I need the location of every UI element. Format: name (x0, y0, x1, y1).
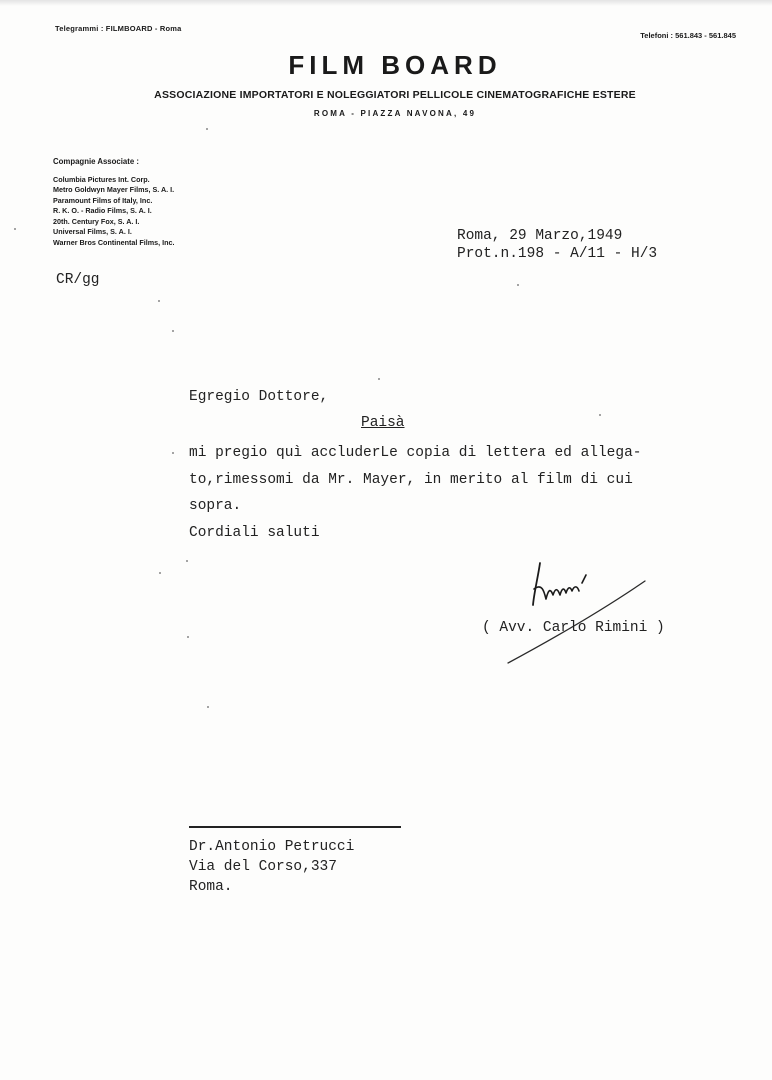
association-name: ASSOCIAZIONE IMPORTATORI E NOLEGGIATORI PELLICOLE CINEMATOGRAFICHE ESTERE (154, 89, 636, 101)
letter-date: Roma, 29 Marzo,1949 (457, 228, 623, 244)
paper-speck (206, 128, 208, 130)
paper-speck (599, 414, 601, 416)
paper-speck (158, 300, 160, 302)
company-item: R. K. O. - Radio Films, S. A. I. (53, 206, 152, 215)
company-item: Columbia Pictures Int. Corp. (53, 174, 150, 184)
closing: Cordiali saluti (189, 525, 320, 541)
page-top-edge (0, 0, 772, 6)
protocol-number: Prot.n.198 - A/11 - H/3 (457, 246, 658, 262)
recipient-city: Roma. (189, 879, 233, 895)
letter-subject: Paisà (361, 415, 405, 431)
recipient-street: Via del Corso,337 (189, 859, 337, 875)
company-item: Universal Films, S. A. I. (53, 227, 132, 236)
address-divider (189, 826, 401, 828)
paper-speck (207, 706, 209, 708)
salutation: Egregio Dottore, (189, 389, 329, 405)
body-line: mi pregio quì accluderLe copia di lettera ed allega- (189, 445, 642, 461)
paper-speck (187, 636, 189, 638)
handwritten-signature (500, 555, 660, 675)
telegram-address: Telegrammi : FILMBOARD - Roma (55, 24, 182, 33)
signer-name: ( Avv. Carlo Rimini ) (482, 620, 665, 636)
paper-speck (172, 330, 174, 332)
body-line: sopra. (189, 498, 242, 514)
paper-speck (159, 572, 161, 574)
paper-speck (172, 452, 174, 454)
telephone-numbers: Telefoni : 561.843 - 561.845 (640, 31, 736, 40)
company-item: Metro Goldwyn Mayer Films, S. A. I. (53, 185, 175, 194)
company-item: Paramount Films of Italy, Inc. (53, 195, 153, 205)
letterhead-brand: FILM BOARD (288, 50, 502, 80)
companies-heading: Compagnie Associate : (53, 157, 139, 166)
paper-speck (517, 284, 519, 286)
letter-body (189, 440, 641, 520)
associated-companies (53, 157, 175, 248)
company-item: Warner Bros Continental Films, Inc. (53, 237, 175, 247)
reference-initials: CR/gg (56, 272, 100, 288)
paper-speck (186, 560, 188, 562)
body-line: to,rimessomi da Mr. Mayer, in merito al film di cui (189, 471, 633, 488)
paper-speck (378, 378, 380, 380)
letterhead-address: ROMA - PIAZZA NAVONA, 49 (313, 109, 477, 118)
paper-speck (14, 228, 16, 230)
recipient-name: Dr.Antonio Petrucci (189, 839, 355, 855)
company-item: 20th. Century Fox, S. A. I. (53, 216, 140, 226)
